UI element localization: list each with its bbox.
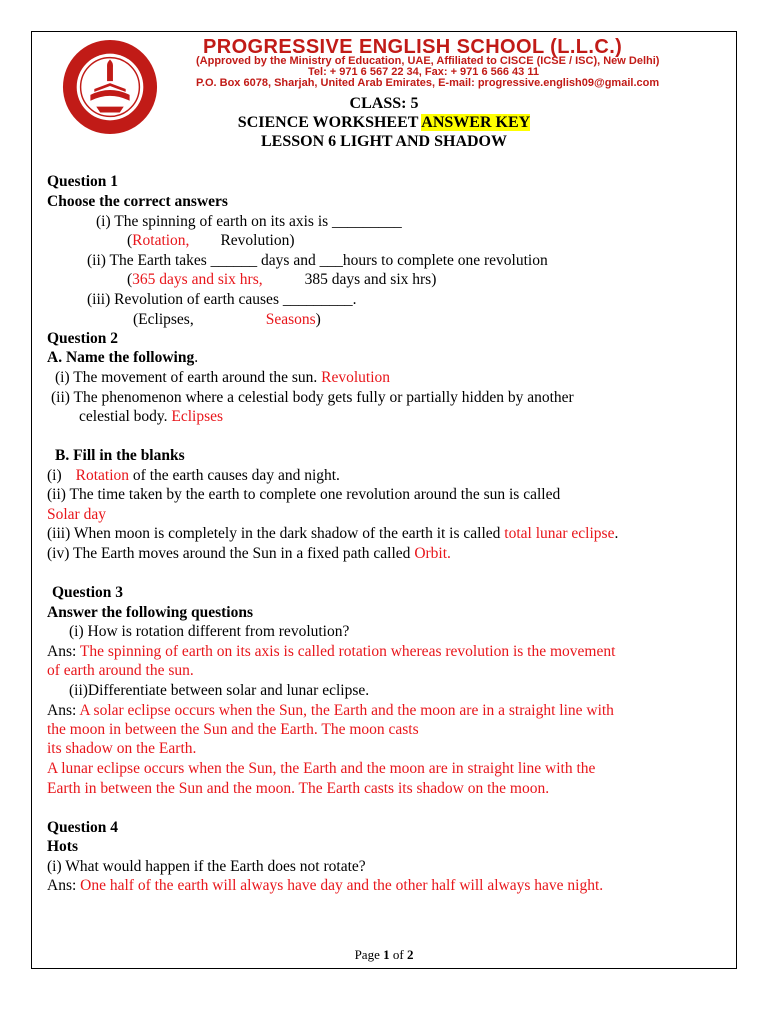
q1-ii-option: 385 days and six hrs) (304, 271, 437, 288)
q3-ii-answer-text: A solar eclipse occurs when the Sun, the Earth and the moon are in a straight line with (79, 702, 614, 719)
school-name: PROGRESSIVE ENGLISH SCHOOL (L.L.C.) (203, 36, 623, 58)
address-line: P.O. Box 6078, Sharjah, United Arab Emirates, E-mail: progressive.english09@gmail.com (196, 77, 660, 89)
q3-ii-question: (ii)Differentiate between solar and lunar eclipse. (69, 682, 370, 699)
q1-ii-question: (ii) The Earth takes ______ days and ___hours to complete one revolution (87, 252, 548, 269)
q3-ii-answer-5: Earth in between the Sun and the moon. The Earth casts its shadow on the moon. (47, 780, 550, 797)
approval-line: (Approved by the Ministry of Education, UAE, Affiliated to CISCE (ICSE / ISC), New Delhi) (196, 55, 660, 67)
q3-ii-answer-3: its shadow on the Earth. (47, 740, 197, 757)
ans-label: Ans: (47, 643, 77, 660)
q1-i-options (127, 231, 295, 250)
q2-b-iii-text: (iii) When moon is completely in the dark shadow of the earth it is called (47, 525, 501, 542)
q3-instruction: Answer the following questions (47, 604, 253, 621)
q3-i-answer-2: of earth around the sun. (47, 662, 194, 679)
q1-iii-option: (Eclipses, (133, 311, 194, 328)
q2-b-iii (47, 524, 618, 543)
q2-b-heading: B. Fill in the blanks (55, 447, 185, 464)
q2-a-i-text: (i) The movement of earth around the sun. (55, 369, 318, 386)
lesson-title: LESSON 6 LIGHT AND SHADOW (261, 133, 507, 150)
ans-label: Ans: (47, 877, 77, 894)
q4-heading: Question 4 (47, 819, 119, 836)
q2-heading: Question 2 (47, 330, 119, 347)
class-title: CLASS: 5 (349, 95, 419, 112)
q2-a-ii-answer: Eclipses (171, 408, 224, 425)
q1-i-option: Revolution) (220, 232, 295, 249)
q2-a-dot: . (194, 349, 199, 366)
q1-iii-answer: Seasons (265, 311, 316, 328)
paren-close: ) (315, 311, 321, 328)
q4-i-answer (47, 876, 603, 895)
q1-i-answer: Rotation, (132, 232, 190, 249)
q2-a-label: A. Name the following (47, 349, 195, 366)
q1-i-question: (i) The spinning of earth on its axis is _________ (96, 213, 402, 230)
q3-i-question: (i) How is rotation different from revolution? (69, 623, 350, 640)
phone-line: Tel: + 971 6 567 22 34, Fax: + 971 6 566 43 11 (308, 66, 539, 78)
q1-ii-answer: 365 days and six hrs, (132, 271, 263, 288)
q2-a-i-answer: Revolution (321, 369, 391, 386)
paren-open: ( (127, 232, 133, 249)
q1-ii-options (127, 270, 436, 289)
paren-open: ( (127, 271, 133, 288)
q2-b-ii-answer: Solar day (47, 506, 106, 523)
q2-b-iv-text: (iv) The Earth moves around the Sun in a fixed path called (47, 545, 411, 562)
q1-instruction: Choose the correct answers (47, 193, 228, 210)
q2-b-ii: (ii) The time taken by the earth to complete one revolution around the sun is called (47, 486, 561, 503)
q1-heading: Question 1 (47, 173, 119, 190)
worksheet-title (0, 114, 768, 132)
answer-key-highlight: ANSWER KEY (421, 114, 531, 131)
q2-b-iv (47, 544, 451, 563)
q4-i-question: (i) What would happen if the Earth does not rotate? (47, 858, 366, 875)
q2-a-heading (47, 348, 198, 367)
q2-b-iii-end: . (614, 525, 619, 542)
ans-label: Ans: (47, 702, 77, 719)
page-label: Page (354, 947, 380, 962)
q2-b-iv-answer: Orbit. (414, 545, 451, 562)
page-number (0, 947, 768, 963)
q3-heading: Question 3 (52, 584, 124, 601)
q2-b-i-text: of the earth causes day and night. (132, 467, 340, 484)
q2-a-ii: (ii) The phenomenon where a celestial body gets fully or partially hidden by another (51, 389, 574, 406)
total-pages: 2 (406, 947, 414, 962)
q2-a-ii-cont (79, 407, 223, 426)
of-label: of (392, 947, 404, 962)
worksheet-label: SCIENCE WORKSHEET (237, 114, 419, 131)
q3-ii-answer-1 (47, 701, 614, 720)
q4-sub: Hots (47, 838, 78, 855)
q2-b-iii-answer: total lunar eclipse (504, 525, 615, 542)
q2-a-i (55, 368, 390, 387)
q2-b-i (47, 466, 340, 485)
q2-a-ii-cont-text: celestial body. (79, 408, 168, 425)
q3-i-answer-1 (47, 642, 615, 661)
q3-ii-answer-2: the moon in between the Sun and the Earth. The moon casts (47, 721, 419, 738)
q1-iii-options (133, 310, 321, 329)
q2-b-i-num: (i) (47, 467, 62, 484)
q1-iii-question: (iii) Revolution of earth causes _________. (87, 291, 357, 308)
q4-i-answer-text: One half of the earth will always have day and the other half will always have night. (80, 877, 604, 894)
q2-b-i-answer: Rotation (75, 467, 130, 484)
current-page: 1 (383, 947, 390, 962)
q3-ii-answer-4: A lunar eclipse occurs when the Sun, the Earth and the moon are in straight line with the (47, 760, 596, 777)
q3-i-answer-text: The spinning of earth on its axis is called rotation whereas revolution is the movement (79, 643, 616, 660)
